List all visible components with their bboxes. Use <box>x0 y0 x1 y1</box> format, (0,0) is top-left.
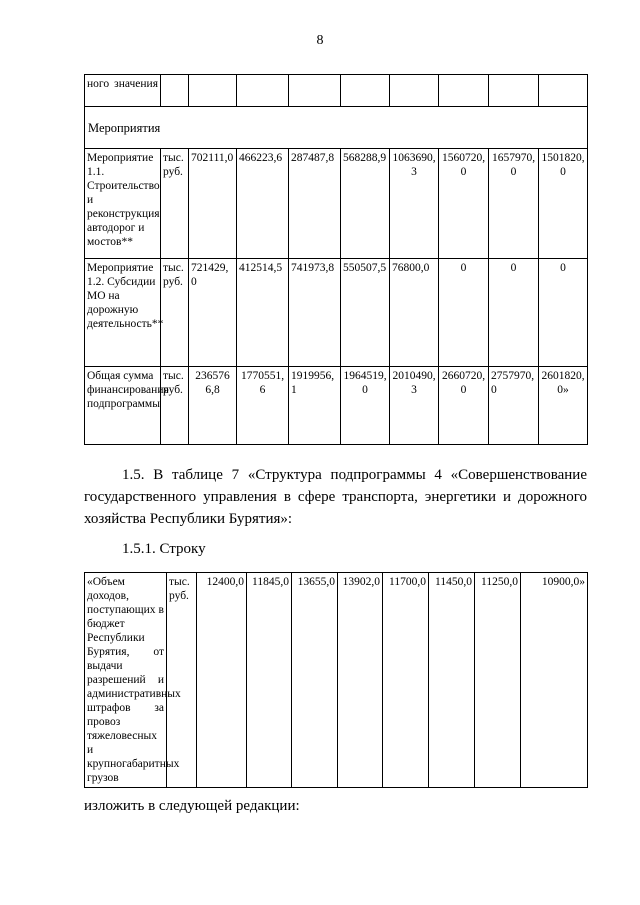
unit-cell: тыс. руб. <box>161 149 189 259</box>
financing-table <box>84 74 588 445</box>
section-label: Мероприятия <box>85 107 588 149</box>
paragraph-closing: изложить в следующей редакции: <box>84 798 300 814</box>
unit-cell: тыс. руб. <box>161 259 189 367</box>
row-label-continuation: ного значения <box>85 75 161 107</box>
value-cell: 568288,9 <box>341 149 390 259</box>
table-row <box>85 259 588 367</box>
value-cell: 1657970,0 <box>489 149 539 259</box>
value-cell: 466223,6 <box>237 149 289 259</box>
table-row <box>85 149 588 259</box>
value-cell: 721429,0 <box>189 259 237 367</box>
value-cell: 11700,0 <box>383 573 429 788</box>
value-cell: 2660720,0 <box>439 367 489 445</box>
value-cell: 11845,0 <box>247 573 292 788</box>
unit-cell: тыс. руб. <box>167 573 197 788</box>
value-cell: 550507,5 <box>341 259 390 367</box>
value-cell: 2010490,3 <box>390 367 439 445</box>
row-label: Мероприятие 1.1. Строительство и реконструкция автодорог и мостов** <box>85 149 161 259</box>
row-label: Мероприятие 1.2. Субсидии МО на дорожную деятельность** <box>85 259 161 367</box>
value-cell: 0 <box>539 259 588 367</box>
table-section-row <box>85 107 588 149</box>
table-row <box>85 75 588 107</box>
row-label: Общая сумма финансирования подпрограммы <box>85 367 161 445</box>
value-cell: 2757970,0 <box>489 367 539 445</box>
value-cell: 13902,0 <box>338 573 383 788</box>
value-cell: 741973,8 <box>289 259 341 367</box>
value-cell: 13655,0 <box>292 573 338 788</box>
value-cell: 11450,0 <box>429 573 475 788</box>
revenue-row-table <box>84 572 588 788</box>
value-cell: 1964519,0 <box>341 367 390 445</box>
table-row <box>85 367 588 445</box>
page-number: 8 <box>316 33 324 48</box>
paragraph-1-5-1: 1.5.1. Строку <box>122 541 206 557</box>
value-cell: 1063690,3 <box>390 149 439 259</box>
value-cell: 11250,0 <box>475 573 521 788</box>
value-cell: 2601820,0» <box>539 367 588 445</box>
row-label: «Объем доходов, поступающих в бюджет Республики Бурятия, от выдачи разрешений и административных штрафов за провоз тяжеловесных и крупногабаритных грузов <box>85 573 167 788</box>
value-cell: 1770551,6 <box>237 367 289 445</box>
value-cell: 76800,0 <box>390 259 439 367</box>
value-cell: 412514,5 <box>237 259 289 367</box>
value-cell: 0 <box>439 259 489 367</box>
value-cell: 1560720,0 <box>439 149 489 259</box>
table-row <box>85 573 588 788</box>
value-cell: 702111,0 <box>189 149 237 259</box>
value-cell: 287487,8 <box>289 149 341 259</box>
value-cell: 10900,0» <box>521 573 588 788</box>
value-cell: 0 <box>489 259 539 367</box>
value-cell: 1919956,1 <box>289 367 341 445</box>
unit-cell: тыс. руб. <box>161 367 189 445</box>
value-cell: 12400,0 <box>197 573 247 788</box>
paragraph-1-5: 1.5. В таблице 7 «Структура подпрограммы 4 «Совершенствование государственного управления в сфере транспорта, энергетики и дорожного хозяйства Республики Бурятия»: <box>84 467 587 527</box>
value-cell: 2365766,8 <box>189 367 237 445</box>
value-cell: 1501820,0 <box>539 149 588 259</box>
